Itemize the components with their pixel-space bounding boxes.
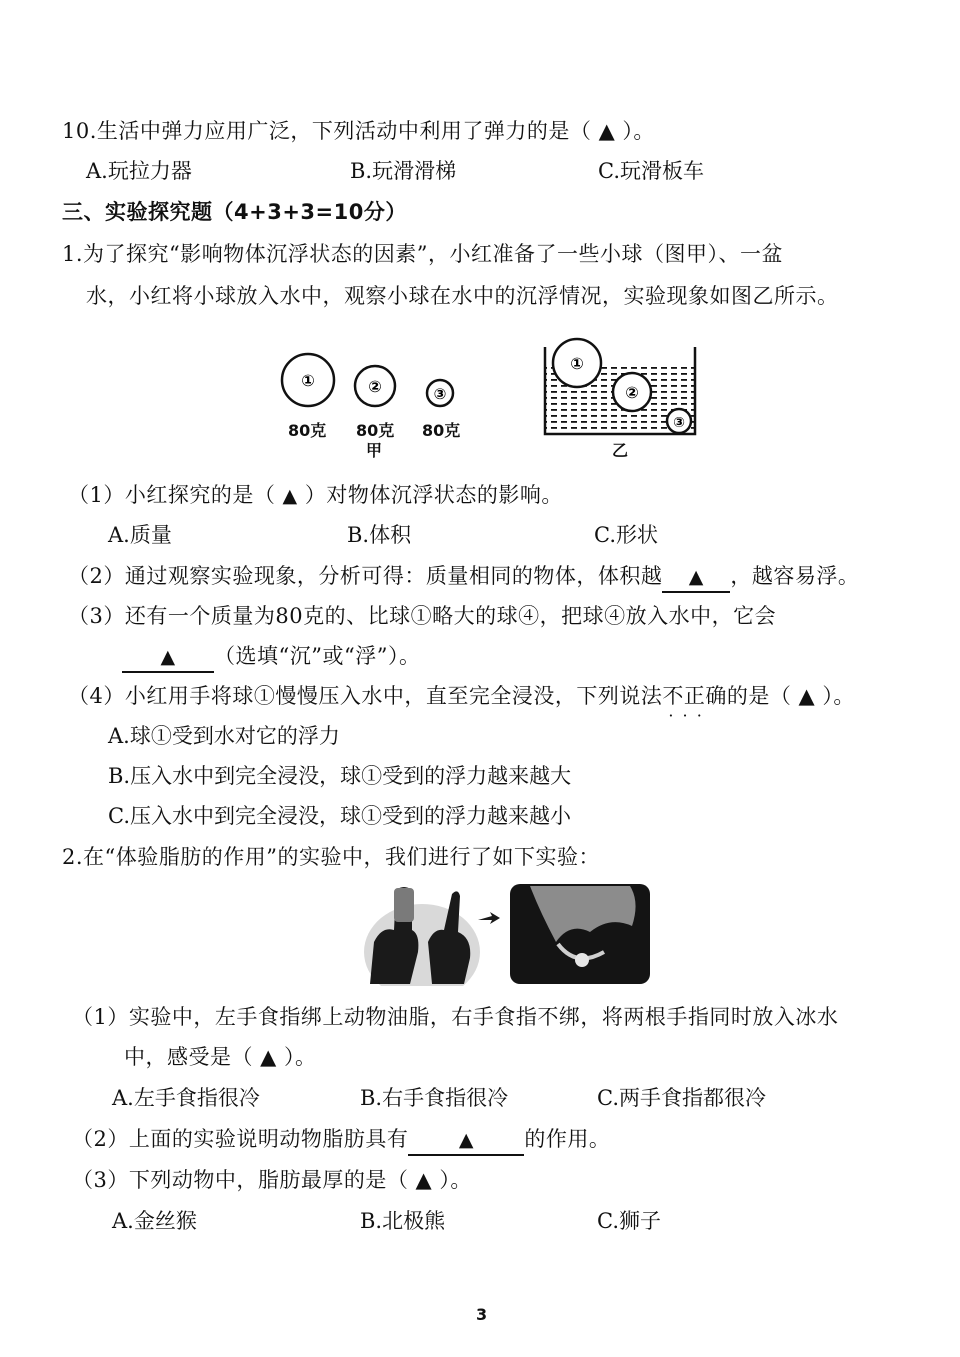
- q10-stem: 10.生活中弹力应用广泛，下列活动中利用了弹力的是（ ▲ ）。: [62, 119, 655, 143]
- exp2-sub1-option-c: C.两手食指都很冷: [597, 1086, 766, 1110]
- exp2-sub1-stem-line1: （1）实验中，左手食指绑上动物油脂，右手食指不绑，将两根手指同时放入冰水: [72, 1005, 839, 1029]
- exp1-sub1-stem-post: ）对物体沉浮状态的影响。: [297, 483, 563, 507]
- exp2-sub1-option-a: A.左手食指很冷: [112, 1086, 260, 1110]
- ball3-mass: 80克: [422, 421, 461, 440]
- svg-text:①: ①: [570, 354, 584, 373]
- exp1-sub3-stem-post: （选填“沉”或“浮”）。: [214, 644, 421, 668]
- exp1-sub4-option-b: B.压入水中到完全浸没，球①受到的浮力越来越大: [108, 764, 572, 788]
- exp2-sub1-option-b: B.右手食指很冷: [360, 1086, 509, 1110]
- exp1-sub1-stem-pre: （1）小红探究的是（: [68, 483, 283, 507]
- exp2-sub3-stem: （3）下列动物中，脂肪最厚的是（ ▲ ）。: [72, 1168, 472, 1192]
- exp1-stem-line1: 1.为了探究“影响物体沉浮状态的因素”，小红准备了一些小球（图甲）、一盆: [62, 242, 784, 266]
- exp2-sub3-option-c: C.狮子: [597, 1209, 661, 1233]
- q10-option-b: B.玩滑滑梯: [350, 159, 457, 183]
- exp1-sub3-stem-line2: [122, 642, 420, 673]
- exp1-stem-line2: 水，小红将小球放入水中，观察小球在水中的沉浮情况，实验现象如图乙所示。: [86, 284, 839, 308]
- exp1-sub4-option-a: A.球①受到水对它的浮力: [108, 724, 340, 748]
- figure-yi: [540, 335, 700, 460]
- section-title: 三、实验探究题（4+3+3=10分）: [62, 200, 407, 224]
- exp1-sub2-stem: [68, 562, 859, 593]
- answer-blank: ▲: [408, 1126, 524, 1156]
- exp2-sub2-stem-pre: （2）上面的实验说明动物脂肪具有: [72, 1127, 409, 1151]
- balls-diagram-icon: [270, 345, 490, 425]
- exp1-sub4-option-c: C.压入水中到完全浸没，球①受到的浮力越来越小: [108, 804, 571, 828]
- page-number: 3: [476, 1305, 488, 1324]
- ball1-mass: 80克: [288, 421, 327, 440]
- exp2-sub1-stem-line2: 中，感受是（ ▲ ）。: [124, 1045, 317, 1069]
- exp1-sub4-stem-post: 的是（ ▲ ）。: [726, 684, 855, 708]
- ball2-mass: 80克: [356, 421, 395, 440]
- hands-photo-icon: [360, 882, 652, 986]
- emphasis-text: 不正确 · · ·: [662, 684, 727, 708]
- exp1-sub2-stem-post: ，越容易浮。: [730, 564, 860, 588]
- q10-option-c: C.玩滑板车: [598, 159, 704, 183]
- exp2-stem: 2.在“体验脂肪的作用”的实验中，我们进行了如下实验：: [62, 845, 601, 869]
- svg-text:③: ③: [673, 415, 685, 431]
- water-basin-diagram-icon: [540, 335, 700, 440]
- exp1-sub1-option-a: A.质量: [108, 523, 172, 547]
- exp1-sub4-stem: [68, 682, 855, 710]
- exp1-sub4-stem-pre: （4）小红用手将球①慢慢压入水中，直至完全浸没，下列说法: [68, 684, 663, 708]
- answer-blank: ▲: [122, 643, 214, 673]
- svg-text:②: ②: [625, 383, 639, 402]
- answer-blank: ▲: [662, 563, 730, 593]
- exp1-sub1-stem: [68, 481, 563, 510]
- svg-text:③: ③: [433, 385, 447, 403]
- exp1-sub1-option-c: C.形状: [594, 523, 658, 547]
- fat-experiment-photo: [360, 882, 652, 986]
- exp1-sub3-stem-line1: （3）还有一个质量为80克的、比球①略大的球④，把球④放入水中，它会: [68, 604, 777, 628]
- figure-yi-caption: 乙: [612, 441, 629, 460]
- exp2-sub2-stem: [72, 1125, 610, 1156]
- exp2-sub3-option-a: A.金丝猴: [112, 1209, 197, 1233]
- svg-text:①: ①: [301, 371, 315, 390]
- svg-text:②: ②: [368, 377, 382, 396]
- exp1-sub2-stem-pre: （2）通过观察实验现象，分析可得：质量相同的物体，体积越: [68, 564, 663, 588]
- exp2-sub3-option-b: B.北极熊: [360, 1209, 446, 1233]
- exp2-sub2-stem-post: 的作用。: [524, 1127, 611, 1151]
- exp1-sub1-option-b: B.体积: [347, 523, 412, 547]
- figure-jia-caption: 甲: [366, 441, 383, 460]
- answer-marker-icon: ▲: [282, 485, 298, 507]
- figure-jia: [270, 345, 490, 460]
- q10-option-a: A.玩拉力器: [86, 159, 192, 183]
